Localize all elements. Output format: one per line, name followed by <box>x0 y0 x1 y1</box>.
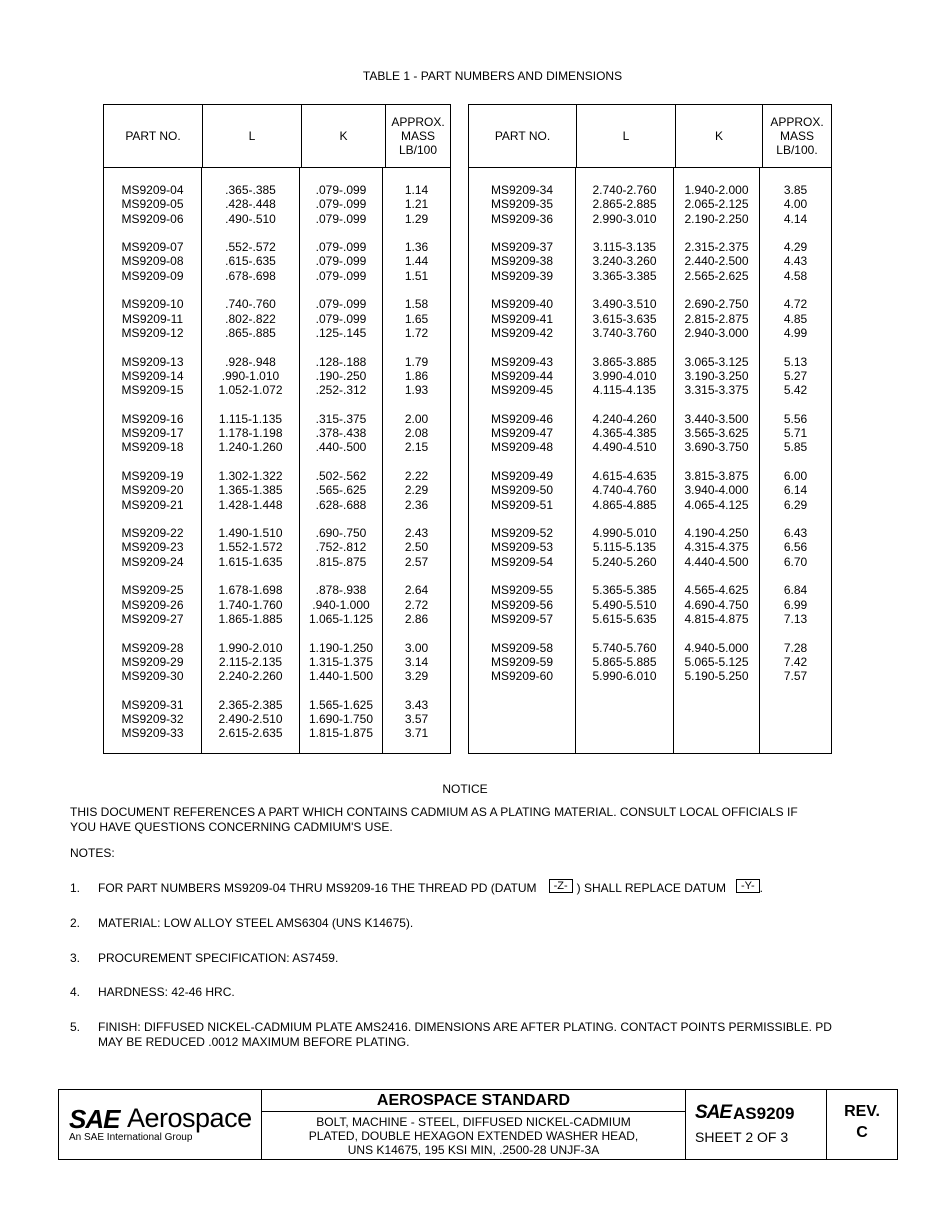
cell-l: 4.115-4.135 <box>592 383 657 398</box>
parts-table-left <box>103 104 451 754</box>
cell-part-no: MS9209-13 <box>121 354 184 369</box>
cell-l: 5.115-5.135 <box>592 540 657 555</box>
cell-k: .628-.688 <box>315 497 367 512</box>
column-l <box>576 168 674 754</box>
header-l: L <box>203 105 302 167</box>
cell-mass: 6.29 <box>783 497 808 512</box>
column-mass <box>383 168 450 754</box>
cell-k: .815-.875 <box>315 554 367 569</box>
cell-part-no: MS9209-24 <box>121 554 184 569</box>
cell-k: .878-.938 <box>315 583 367 598</box>
cell-mass: 1.29 <box>404 211 429 226</box>
cell-l: 1.052-1.072 <box>218 383 283 398</box>
cell-l: 2.865-2.885 <box>592 197 657 212</box>
note-2 <box>70 916 900 931</box>
cell-mass: 1.51 <box>404 268 429 283</box>
cell-k: 3.315-3.375 <box>684 383 749 398</box>
cell-l: 1.740-1.760 <box>218 597 283 612</box>
notice-title: NOTICE <box>442 782 488 796</box>
header-l: L <box>577 105 676 167</box>
cell-mass: 1.86 <box>404 368 429 383</box>
cell-mass: 7.13 <box>783 611 808 626</box>
cell-k: .079-.099 <box>315 183 367 197</box>
revision-letter: C <box>856 1124 868 1141</box>
cell-part-no: MS9209-59 <box>490 654 554 669</box>
document-title-cell <box>262 1090 686 1159</box>
header-part-no: PART NO. <box>104 105 203 167</box>
cell-l: 1.178-1.198 <box>218 426 283 441</box>
cell-k: .940-1.000 <box>312 597 370 612</box>
cell-mass: 5.56 <box>783 411 808 426</box>
cell-l: 2.365-2.385 <box>218 697 283 712</box>
cell-mass: 4.99 <box>783 325 808 340</box>
cell-mass: 5.13 <box>783 354 808 369</box>
cell-l: 1.302-1.322 <box>218 468 283 483</box>
cell-part-no: MS9209-28 <box>121 640 184 655</box>
table-body <box>104 168 450 754</box>
cell-part-no: MS9209-41 <box>490 311 554 326</box>
cell-part-no: MS9209-46 <box>490 411 554 426</box>
cell-l: 2.740-2.760 <box>592 183 657 197</box>
cell-mass: 4.14 <box>783 211 808 226</box>
cell-k: .315-.375 <box>315 411 367 426</box>
cell-mass: 4.00 <box>783 197 808 212</box>
cell-part-no: MS9209-27 <box>121 611 184 626</box>
cell-l: 1.990-2.010 <box>218 640 283 655</box>
cell-k: 3.690-3.750 <box>684 440 749 455</box>
cell-l: 3.990-4.010 <box>592 368 657 383</box>
cell-mass: 2.15 <box>404 440 429 455</box>
cell-l: 1.365-1.385 <box>218 483 283 498</box>
cell-l: 4.865-4.885 <box>592 497 657 512</box>
column-part-no <box>469 168 576 754</box>
cell-mass: 6.00 <box>783 468 808 483</box>
cell-l: 1.428-1.448 <box>218 497 283 512</box>
cell-l: 3.240-3.260 <box>592 254 657 269</box>
cell-l: 3.365-3.385 <box>592 268 657 283</box>
cell-mass: 4.29 <box>783 240 808 255</box>
cell-mass: 7.28 <box>783 640 808 655</box>
cell-l: 1.115-1.135 <box>218 411 283 426</box>
cell-l: .928-.948 <box>225 354 276 369</box>
description-line-1: BOLT, MACHINE - STEEL, DIFFUSED NICKEL-CADMIUM <box>316 1115 631 1129</box>
cell-part-no: MS9209-53 <box>490 540 554 555</box>
cell-part-no: MS9209-12 <box>121 325 184 340</box>
note-text: ) SHALL REPLACE DATUM <box>576 881 726 895</box>
cell-part-no: MS9209-10 <box>121 297 184 312</box>
cell-mass: 4.85 <box>783 311 808 326</box>
cell-l: 4.365-4.385 <box>592 426 657 441</box>
cell-k: .565-.625 <box>315 483 367 498</box>
cell-part-no: MS9209-37 <box>490 240 554 255</box>
cell-part-no: MS9209-08 <box>121 254 184 269</box>
cell-k: 2.065-2.125 <box>684 197 749 212</box>
cell-mass: 6.43 <box>783 526 808 541</box>
cell-l: 5.990-6.010 <box>592 669 657 684</box>
cell-k: 1.940-2.000 <box>684 183 749 197</box>
note-3 <box>70 951 900 966</box>
cell-l: 2.615-2.635 <box>218 726 283 741</box>
cell-part-no: MS9209-50 <box>490 483 554 498</box>
cell-l: 4.990-5.010 <box>592 526 657 541</box>
sheet-number: SHEET 2 OF 3 <box>695 1129 789 1145</box>
cell-part-no: MS9209-40 <box>490 297 554 312</box>
column-part-no <box>104 168 202 754</box>
cell-part-no: MS9209-23 <box>121 540 184 555</box>
cell-k: 4.315-4.375 <box>684 540 749 555</box>
cell-part-no: MS9209-30 <box>121 669 184 684</box>
logo-subtitle: An SAE International Group <box>69 1132 193 1143</box>
cell-l: 1.490-1.510 <box>218 526 283 541</box>
cell-k: 4.565-4.625 <box>684 583 749 598</box>
notice-line-2: YOU HAVE QUESTIONS CONCERNING CADMIUM'S USE. <box>70 820 393 834</box>
cell-part-no: MS9209-07 <box>121 240 184 255</box>
cell-mass: 2.64 <box>404 583 429 598</box>
cell-mass: 2.43 <box>404 526 429 541</box>
note-number: 1. <box>70 881 81 895</box>
cell-l: 3.490-3.510 <box>592 297 657 312</box>
cell-mass: 1.14 <box>404 183 429 197</box>
cell-k: .440-.500 <box>315 440 367 455</box>
cell-k: .079-.099 <box>315 297 367 312</box>
cell-k: 4.065-4.125 <box>684 497 749 512</box>
cell-mass: 3.43 <box>404 697 429 712</box>
cell-part-no: MS9209-22 <box>121 526 184 541</box>
cell-k: .378-.438 <box>315 426 367 441</box>
notice-text <box>70 805 798 835</box>
cell-l: 5.490-5.510 <box>592 597 657 612</box>
cell-l: 3.865-3.885 <box>592 354 657 369</box>
cell-mass: 2.50 <box>404 540 429 555</box>
header-k: K <box>302 105 386 167</box>
header-k: K <box>676 105 763 167</box>
sae-mark-logo: SAE <box>695 1102 732 1123</box>
cell-mass: 5.71 <box>783 426 808 441</box>
note-5 <box>70 1020 900 1050</box>
revision-label: REV. <box>844 1103 880 1120</box>
notes-label: NOTES: <box>70 846 115 860</box>
note-text: PROCUREMENT SPECIFICATION: AS7459. <box>98 951 339 965</box>
note-line-1: FINISH: DIFFUSED NICKEL-CADMIUM PLATE AMS2416. DIMENSIONS ARE AFTER PLATING. CONTACT POINTS PERMISSIBLE. PD <box>98 1020 832 1034</box>
cell-mass: 4.72 <box>783 297 808 312</box>
cell-part-no: MS9209-29 <box>121 654 184 669</box>
cell-l: 2.490-2.510 <box>218 711 283 726</box>
cell-l: 3.615-3.635 <box>592 311 657 326</box>
cell-mass: 2.08 <box>404 426 429 441</box>
cell-k: 5.190-5.250 <box>684 669 749 684</box>
cell-l: .802-.822 <box>225 311 276 326</box>
cell-l: .865-.885 <box>225 325 276 340</box>
note-number: 5. <box>70 1020 81 1034</box>
cell-k: 2.440-2.500 <box>684 254 749 269</box>
cell-part-no: MS9209-52 <box>490 526 554 541</box>
cell-mass: 6.56 <box>783 540 808 555</box>
cell-l: 2.990-3.010 <box>592 211 657 226</box>
cell-l: .552-.572 <box>225 240 276 255</box>
cell-k: 5.065-5.125 <box>684 654 749 669</box>
cell-l: 1.615-1.635 <box>218 554 283 569</box>
cell-mass: 3.71 <box>404 726 429 741</box>
cell-k: 2.315-2.375 <box>684 240 749 255</box>
column-mass <box>760 168 831 754</box>
cell-k: 1.440-1.500 <box>308 669 374 684</box>
cell-mass: 6.70 <box>783 554 808 569</box>
cell-l: 1.240-1.260 <box>218 440 283 455</box>
cell-mass: 2.86 <box>404 611 429 626</box>
cell-mass: 1.44 <box>404 254 429 269</box>
cell-part-no: MS9209-36 <box>490 211 554 226</box>
cell-k: 2.815-2.875 <box>684 311 749 326</box>
cell-mass: 2.22 <box>404 468 429 483</box>
cell-part-no: MS9209-58 <box>490 640 554 655</box>
table-title: TABLE 1 - PART NUMBERS AND DIMENSIONS <box>362 69 623 83</box>
cell-k: 3.940-4.000 <box>684 483 749 498</box>
cell-part-no: MS9209-57 <box>490 611 554 626</box>
note-text: HARDNESS: 42-46 HRC. <box>98 985 235 999</box>
note-line-2: MAY BE REDUCED .0012 MAXIMUM BEFORE PLATING. <box>98 1035 410 1049</box>
cell-mass: 5.42 <box>783 383 808 398</box>
standard-title: AEROSPACE STANDARD <box>262 1090 685 1112</box>
cell-k: .690-.750 <box>315 526 367 541</box>
cell-mass: 3.14 <box>404 654 429 669</box>
cell-part-no: MS9209-45 <box>490 383 554 398</box>
cell-l: 5.365-5.385 <box>592 583 657 598</box>
cell-l: .678-.698 <box>225 268 276 283</box>
cell-k: .125-.145 <box>315 325 367 340</box>
note-number: 3. <box>70 951 81 965</box>
cell-part-no: MS9209-35 <box>490 197 554 212</box>
table-header <box>469 105 831 168</box>
cell-part-no: MS9209-20 <box>121 483 184 498</box>
cell-mass: 3.85 <box>783 183 808 197</box>
note-text <box>98 1020 900 1050</box>
cell-mass: 2.36 <box>404 497 429 512</box>
cell-l: .990-1.010 <box>221 368 280 383</box>
note-4 <box>70 985 900 1000</box>
cell-part-no: MS9209-16 <box>121 411 184 426</box>
cell-k: 2.190-2.250 <box>684 211 749 226</box>
cell-k: 4.190-4.250 <box>684 526 749 541</box>
cell-k: .079-.099 <box>315 211 367 226</box>
notice-line-1: THIS DOCUMENT REFERENCES A PART WHICH CONTAINS CADMIUM AS A PLATING MATERIAL. CONSULT LOCAL OFFICIALS IF <box>70 805 798 819</box>
cell-k: .079-.099 <box>315 311 367 326</box>
cell-l: 3.115-3.135 <box>592 240 657 255</box>
cell-k: 3.440-3.500 <box>684 411 749 426</box>
cell-k: .252-.312 <box>315 383 367 398</box>
cell-part-no: MS9209-25 <box>121 583 184 598</box>
cell-mass: 6.14 <box>783 483 808 498</box>
cell-part-no: MS9209-33 <box>121 726 184 741</box>
cell-part-no: MS9209-26 <box>121 597 184 612</box>
cell-l: 4.490-4.510 <box>592 440 657 455</box>
cell-part-no: MS9209-38 <box>490 254 554 269</box>
logo-aerospace-text: Aerospace <box>127 1103 252 1133</box>
cell-k: 4.440-4.500 <box>684 554 749 569</box>
cell-part-no: MS9209-42 <box>490 325 554 340</box>
cell-l: 2.115-2.135 <box>218 654 283 669</box>
title-block <box>58 1089 898 1160</box>
cell-mass: 3.57 <box>404 711 429 726</box>
description-line-3: UNS K14675, 195 KSI MIN, .2500-28 UNJF-3A <box>347 1143 600 1157</box>
cell-part-no: MS9209-56 <box>490 597 554 612</box>
cell-part-no: MS9209-18 <box>121 440 184 455</box>
cell-part-no: MS9209-09 <box>121 268 184 283</box>
note-text: MATERIAL: LOW ALLOY STEEL AMS6304 (UNS K14675). <box>98 916 414 930</box>
cell-mass: 2.00 <box>404 411 429 426</box>
cell-k: 4.940-5.000 <box>684 640 749 655</box>
document-number: AS9209 <box>733 1104 795 1123</box>
cell-l: 4.240-4.260 <box>592 411 657 426</box>
cell-mass: 2.57 <box>404 554 429 569</box>
cell-l: 1.865-1.885 <box>218 611 283 626</box>
cell-l: .428-.448 <box>225 197 276 212</box>
cell-mass: 1.72 <box>404 325 429 340</box>
note-text: . <box>759 881 763 895</box>
cell-k: 2.690-2.750 <box>684 297 749 312</box>
header-mass: APPROX. MASS LB/100 <box>391 115 445 157</box>
cell-k: 1.565-1.625 <box>308 697 374 712</box>
cell-part-no: MS9209-49 <box>490 468 554 483</box>
header-part-no: PART NO. <box>469 105 577 167</box>
document-number-cell <box>686 1090 827 1159</box>
datum-y-box: -Y- <box>736 879 760 893</box>
cell-k: 1.315-1.375 <box>308 654 374 669</box>
cell-part-no: MS9209-04 <box>121 183 184 197</box>
cell-mass: 6.84 <box>783 583 808 598</box>
cell-mass: 1.93 <box>404 383 429 398</box>
cell-mass: 4.58 <box>783 268 808 283</box>
cell-l: .615-.635 <box>225 254 276 269</box>
cell-l: 5.865-5.885 <box>592 654 657 669</box>
note-number: 2. <box>70 916 81 930</box>
cell-mass: 5.27 <box>783 368 808 383</box>
cell-l: 5.240-5.260 <box>592 554 657 569</box>
cell-l: 2.240-2.260 <box>218 669 283 684</box>
cell-part-no: MS9209-34 <box>490 183 554 197</box>
cell-l: 4.615-4.635 <box>592 468 657 483</box>
note-text: FOR PART NUMBERS MS9209-04 THRU MS9209-16 THE THREAD PD (DATUM <box>98 881 537 895</box>
cell-k: 3.065-3.125 <box>684 354 749 369</box>
cell-l: 4.740-4.760 <box>592 483 657 498</box>
cell-part-no: MS9209-06 <box>121 211 184 226</box>
cell-k: .079-.099 <box>315 240 367 255</box>
table-header <box>104 105 450 168</box>
cell-part-no: MS9209-32 <box>121 711 184 726</box>
cell-mass: 2.29 <box>404 483 429 498</box>
cell-k: 3.815-3.875 <box>684 468 749 483</box>
cell-k: 2.940-3.000 <box>684 325 749 340</box>
logo-sae-text: SAE <box>69 1104 120 1134</box>
part-description <box>262 1112 685 1157</box>
cell-mass: 1.36 <box>404 240 429 255</box>
parts-table-right <box>468 104 832 754</box>
cell-part-no: MS9209-44 <box>490 368 554 383</box>
note-1 <box>70 881 900 896</box>
header-mass: APPROX. MASS LB/100. <box>770 115 824 157</box>
cell-k: 1.815-1.875 <box>308 726 374 741</box>
cell-k: 4.815-4.875 <box>684 611 749 626</box>
cell-part-no: MS9209-55 <box>490 583 554 598</box>
description-line-2: PLATED, DOUBLE HEXAGON EXTENDED WASHER HEAD, <box>308 1129 639 1143</box>
note-number: 4. <box>70 985 81 999</box>
cell-part-no: MS9209-14 <box>121 368 184 383</box>
cell-k: .079-.099 <box>315 197 367 212</box>
column-l <box>202 168 300 754</box>
table-body <box>469 168 831 754</box>
cell-mass: 3.29 <box>404 669 429 684</box>
cell-l: 5.615-5.635 <box>592 611 657 626</box>
cell-mass: 7.42 <box>783 654 808 669</box>
cell-part-no: MS9209-05 <box>121 197 184 212</box>
cell-l: 1.552-1.572 <box>218 540 283 555</box>
cell-part-no: MS9209-21 <box>121 497 184 512</box>
sae-aerospace-logo <box>59 1090 262 1159</box>
cell-l: .740-.760 <box>225 297 276 312</box>
cell-k: .079-.099 <box>315 254 367 269</box>
cell-k: .190-.250 <box>315 368 367 383</box>
cell-mass: 1.65 <box>404 311 429 326</box>
cell-k: 2.565-2.625 <box>684 268 749 283</box>
cell-k: .502-.562 <box>315 468 367 483</box>
cell-mass: 1.79 <box>404 354 429 369</box>
cell-k: 4.690-4.750 <box>684 597 749 612</box>
cell-part-no: MS9209-17 <box>121 426 184 441</box>
cell-part-no: MS9209-15 <box>121 383 184 398</box>
cell-l: 1.678-1.698 <box>218 583 283 598</box>
cell-mass: 2.72 <box>404 597 429 612</box>
cell-k: .079-.099 <box>315 268 367 283</box>
cell-part-no: MS9209-43 <box>490 354 554 369</box>
cell-k: 1.065-1.125 <box>308 611 374 626</box>
column-k <box>300 168 383 754</box>
cell-part-no: MS9209-19 <box>121 468 184 483</box>
cell-mass: 5.85 <box>783 440 808 455</box>
cell-mass: 1.21 <box>404 197 429 212</box>
revision-cell <box>827 1090 897 1159</box>
datum-z-box: -Z- <box>549 879 573 893</box>
cell-l: 3.740-3.760 <box>592 325 657 340</box>
cell-mass: 7.57 <box>783 669 808 684</box>
cell-k: 1.690-1.750 <box>308 711 374 726</box>
cell-k: .128-.188 <box>315 354 367 369</box>
cell-part-no: MS9209-47 <box>490 426 554 441</box>
cell-mass: 3.00 <box>404 640 429 655</box>
cell-k: 3.190-3.250 <box>684 368 749 383</box>
cell-mass: 6.99 <box>783 597 808 612</box>
cell-k: 1.190-1.250 <box>308 640 374 655</box>
cell-part-no: MS9209-54 <box>490 554 554 569</box>
cell-mass: 4.43 <box>783 254 808 269</box>
cell-part-no: MS9209-48 <box>490 440 554 455</box>
column-k <box>674 168 760 754</box>
cell-l: .490-.510 <box>225 211 276 226</box>
cell-part-no: MS9209-60 <box>490 669 554 684</box>
cell-l: 5.740-5.760 <box>592 640 657 655</box>
cell-part-no: MS9209-51 <box>490 497 554 512</box>
cell-k: .752-.812 <box>315 540 367 555</box>
cell-k: 3.565-3.625 <box>684 426 749 441</box>
cell-part-no: MS9209-11 <box>121 311 184 326</box>
cell-part-no: MS9209-31 <box>121 697 184 712</box>
cell-mass: 1.58 <box>404 297 429 312</box>
cell-l: .365-.385 <box>225 183 276 197</box>
cell-part-no: MS9209-39 <box>490 268 554 283</box>
